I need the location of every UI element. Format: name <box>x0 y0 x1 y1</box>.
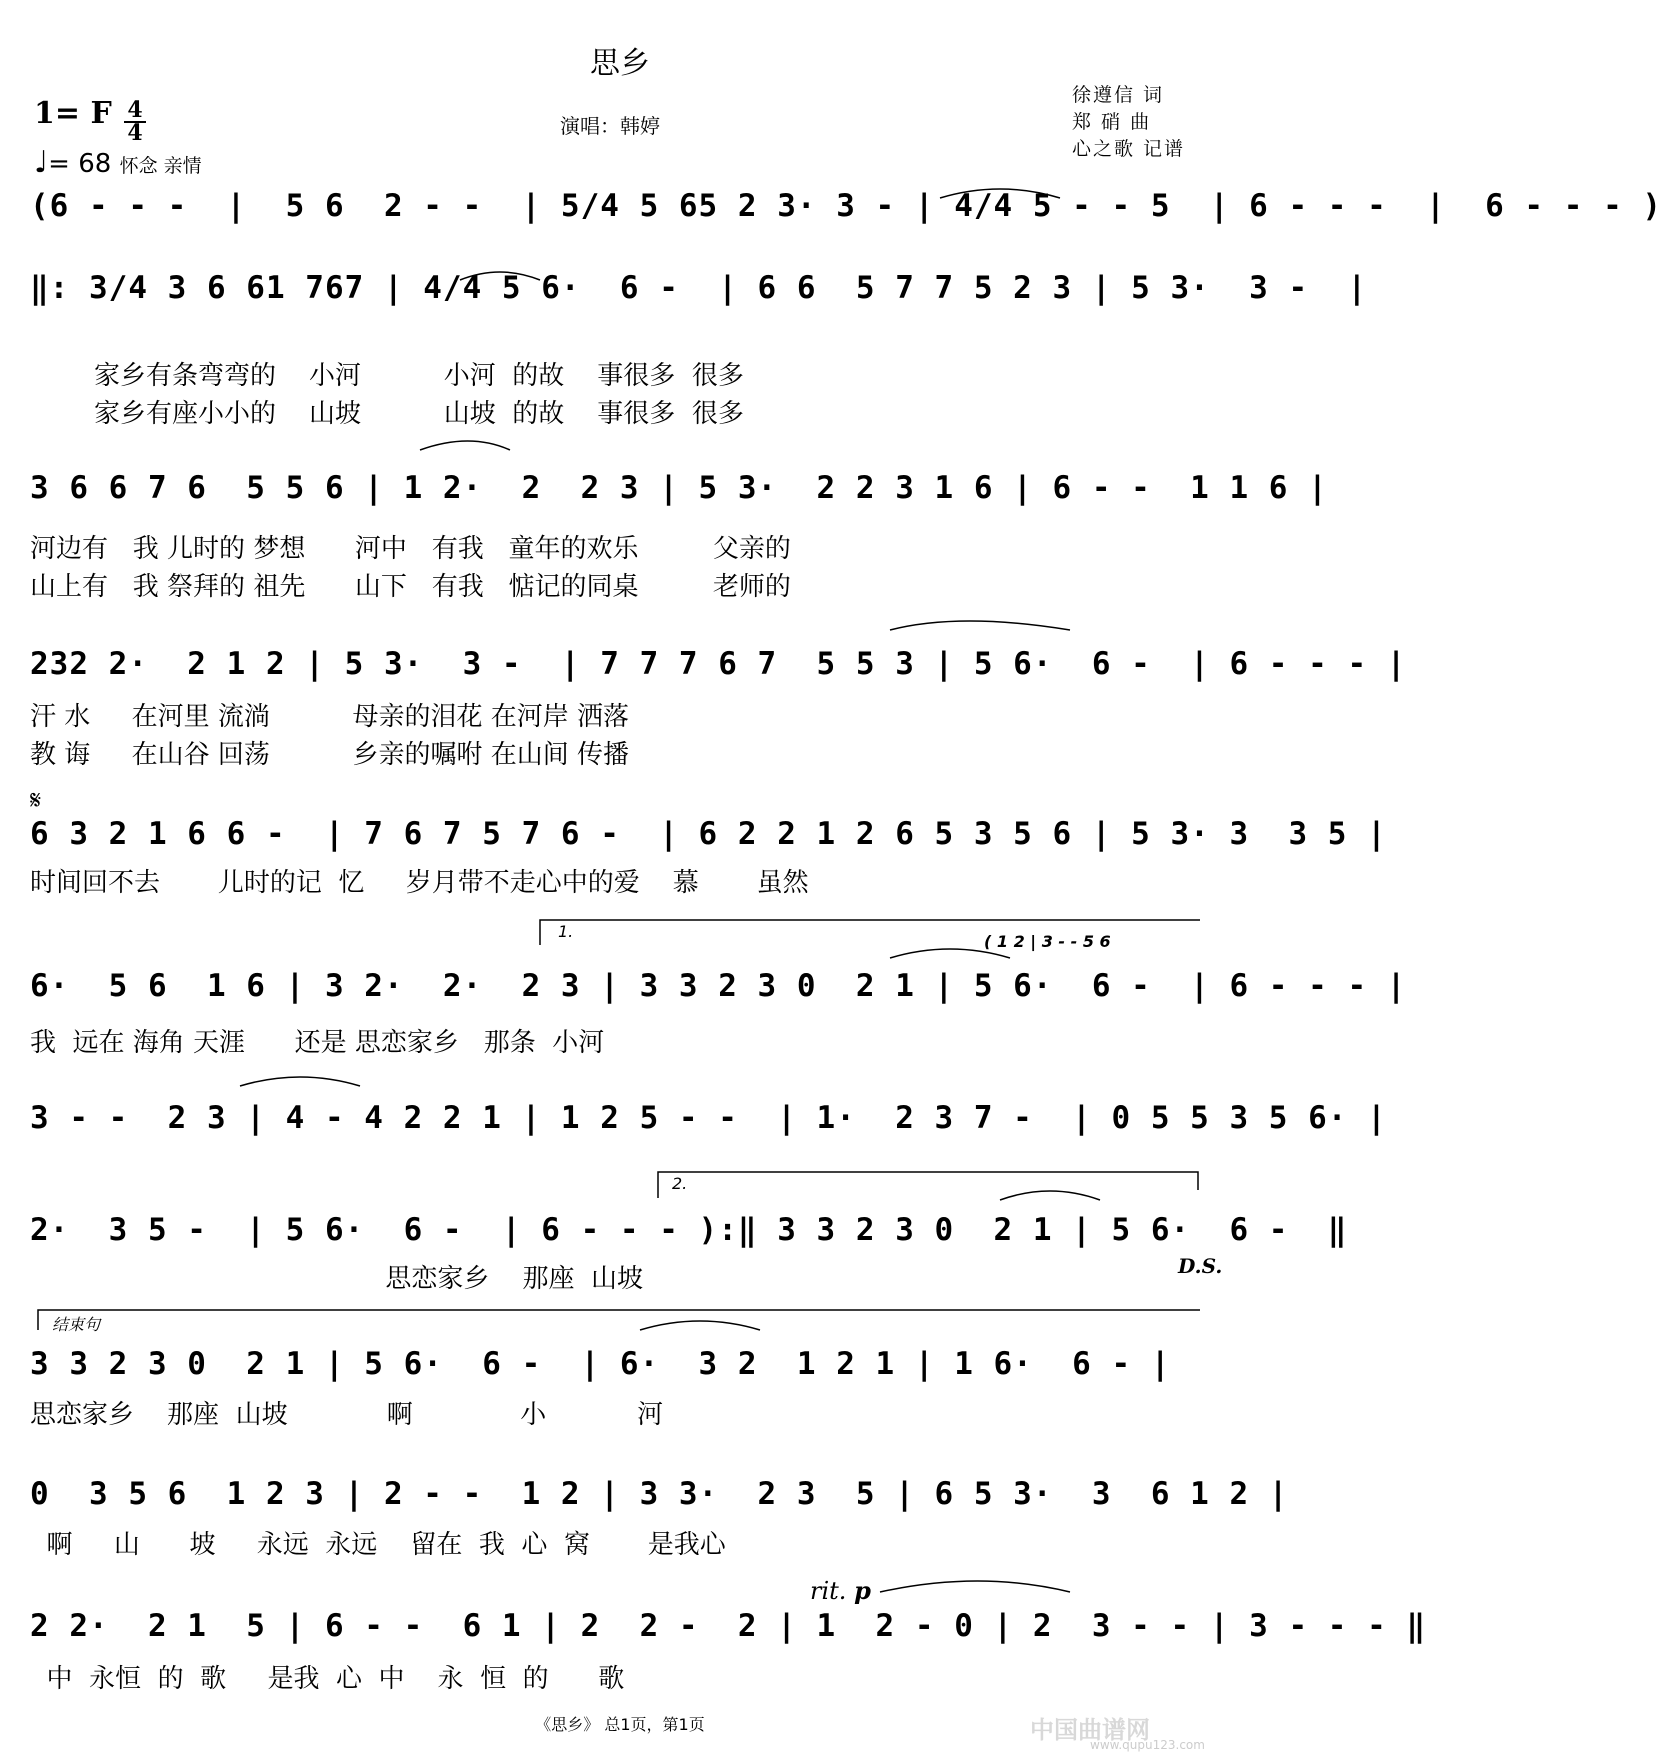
lyric-row-2-verse-1: 家乡有条弯弯的 小河 小河 的故 事很多 很多 <box>94 361 744 391</box>
score-row-11: 2 2· 2 1 5 | 6 - - 6 1 | 2 2 - 2 | 1 2 - 0 | 2 3 - - | 3 - - - ‖ <box>30 1608 1427 1644</box>
lyric-row-11: 中 永恒 的 歌 是我 心 中 永 恒 的 歌 <box>30 1664 625 1694</box>
lyric-row-6: 我 远在 海角 天涯 还是 思恋家乡 那条 小河 <box>30 1028 605 1058</box>
slur-row1 <box>940 189 1060 198</box>
slur-row9 <box>640 1321 760 1330</box>
lyric-row-4-verse-2: 教 诲 在山谷 回荡 乡亲的嘱咐 在山间 传播 <box>30 740 630 770</box>
slur-row8 <box>1000 1191 1100 1200</box>
score-row-3: 3 6 6 7 6 5 5 6 | 1 2· 2 2 3 | 5 3· 2 2 3 1 6 | 6 - - 1 1 6 | <box>30 470 1328 506</box>
score-row-4: 232 2· 2 1 2 | 5 3· 3 - | 7 7 7 6 7 5 5 3 | 5 6· 6 - | 6 - - - | <box>30 646 1407 682</box>
page-footer: 《思乡》 总1页，第1页 <box>535 1715 705 1734</box>
time-signature-denominator: 4 <box>127 120 143 146</box>
song-title: 思乡 <box>590 46 650 81</box>
coda-bracket <box>38 1310 1200 1330</box>
lyric-row-3-verse-1: 河边有 我 儿时的 梦想 河中 有我 童年的欢乐 父亲的 <box>30 534 791 564</box>
composer-credit: 郑 硝 曲 <box>1072 111 1152 133</box>
lyric-row-2-verse-2: 家乡有座小小的 山坡 山坡 的故 事很多 很多 <box>94 399 744 429</box>
mood-text: 怀念 亲情 <box>119 155 202 177</box>
score-row-10: 0 3 5 6 1 2 3 | 2 - - 1 2 | 3 3· 2 3 5 | 6 5 3· 3 6 1 2 | <box>30 1476 1289 1512</box>
lyric-row-10: 啊 山 坡 永远 永远 留在 我 心 窝 是我心 <box>30 1530 726 1560</box>
segno-icon: 𝄋 <box>30 786 42 816</box>
lyric-row-9: 思恋家乡 那座 山坡 啊 小 河 <box>30 1400 664 1430</box>
volta-1-alt-notes: ( 1 2 | 3 - - 5 6 <box>984 932 1111 951</box>
volta-1-label: 1. <box>558 922 574 941</box>
volta-1-bracket <box>540 920 1200 945</box>
score-row-5: 6 3 2 1 6 6 - | 7 6 7 5 7 6 - | 6 2 2 1 2 6 5 3 5 6 | 5 3· 3 3 5 | <box>30 816 1387 852</box>
key-signature: 1= F <box>34 96 112 131</box>
slur-row6 <box>890 949 1010 958</box>
lyric-row-3-verse-2: 山上有 我 祭拜的 祖先 山下 有我 惦记的同桌 老师的 <box>30 572 791 602</box>
score-row-1: (6 - - - | 5 6 2 - - | 5/4 5 65 2 3· 3 - | 4/4 5 - - 5 | 6 - - - | 6 - - - ) <box>30 188 1662 224</box>
slur-row7 <box>240 1077 360 1086</box>
watermark-url: www.qupu123.com <box>1090 1738 1205 1752</box>
tempo-value: = 68 <box>48 149 112 179</box>
score-row-7: 3 - - 2 3 | 4 - 4 2 2 1 | 1 2 5 - - | 1· 2 3 7 - | 0 5 5 3 5 6· | <box>30 1100 1387 1136</box>
rit-text: rit. <box>810 1577 847 1605</box>
coda-label: 结束句 <box>52 1315 101 1334</box>
lyric-row-8: 思恋家乡 那座 山坡 <box>30 1264 643 1294</box>
volta-2-label: 2. <box>672 1174 688 1193</box>
score-row-9: 3 3 2 3 0 2 1 | 5 6· 6 - | 6· 3 2 1 2 1 | 1 6· 6 - | <box>30 1346 1171 1382</box>
rit-line <box>880 1581 1070 1592</box>
watermark-logo: 中国曲谱网 <box>1030 1716 1150 1744</box>
volta-2-bracket <box>658 1172 1198 1198</box>
slur-row2 <box>460 272 540 280</box>
slur-row3 <box>420 441 510 450</box>
score-row-2: ‖: 3/4 3 6 61 767 | 4/4 5 6· 6 - | 6 6 5 7 7 5 2 3 | 5 3· 3 - | <box>30 270 1368 306</box>
slur-row4 <box>890 621 1070 630</box>
score-row-8: 2· 3 5 - | 5 6· 6 - | 6 - - - ):‖ 3 3 2 3 0 2 1 | 5 6· 6 - ‖ <box>30 1212 1348 1248</box>
dal-segno-mark: D.S. <box>1178 1254 1223 1278</box>
time-signature-numerator: 4 <box>124 100 146 123</box>
lyric-row-5: 时间回不去 儿时的记 忆 岁月带不走心中的爱 慕 虽然 <box>30 868 809 898</box>
transcriber-credit: 心之歌 记谱 <box>1072 138 1186 160</box>
dynamic-p: p <box>854 1576 871 1605</box>
lyric-row-4-verse-1: 汗 水 在河里 流淌 母亲的泪花 在河岸 洒落 <box>30 702 630 732</box>
quarter-note-icon: ♩ <box>34 145 49 180</box>
singer-credit: 演唱：韩婷 <box>560 114 660 138</box>
score-row-6: 6· 5 6 1 6 | 3 2· 2· 2 3 | 3 3 2 3 0 2 1 | 5 6· 6 - | 6 - - - | <box>30 968 1407 1004</box>
lyricist-credit: 徐遵信 词 <box>1072 84 1165 106</box>
